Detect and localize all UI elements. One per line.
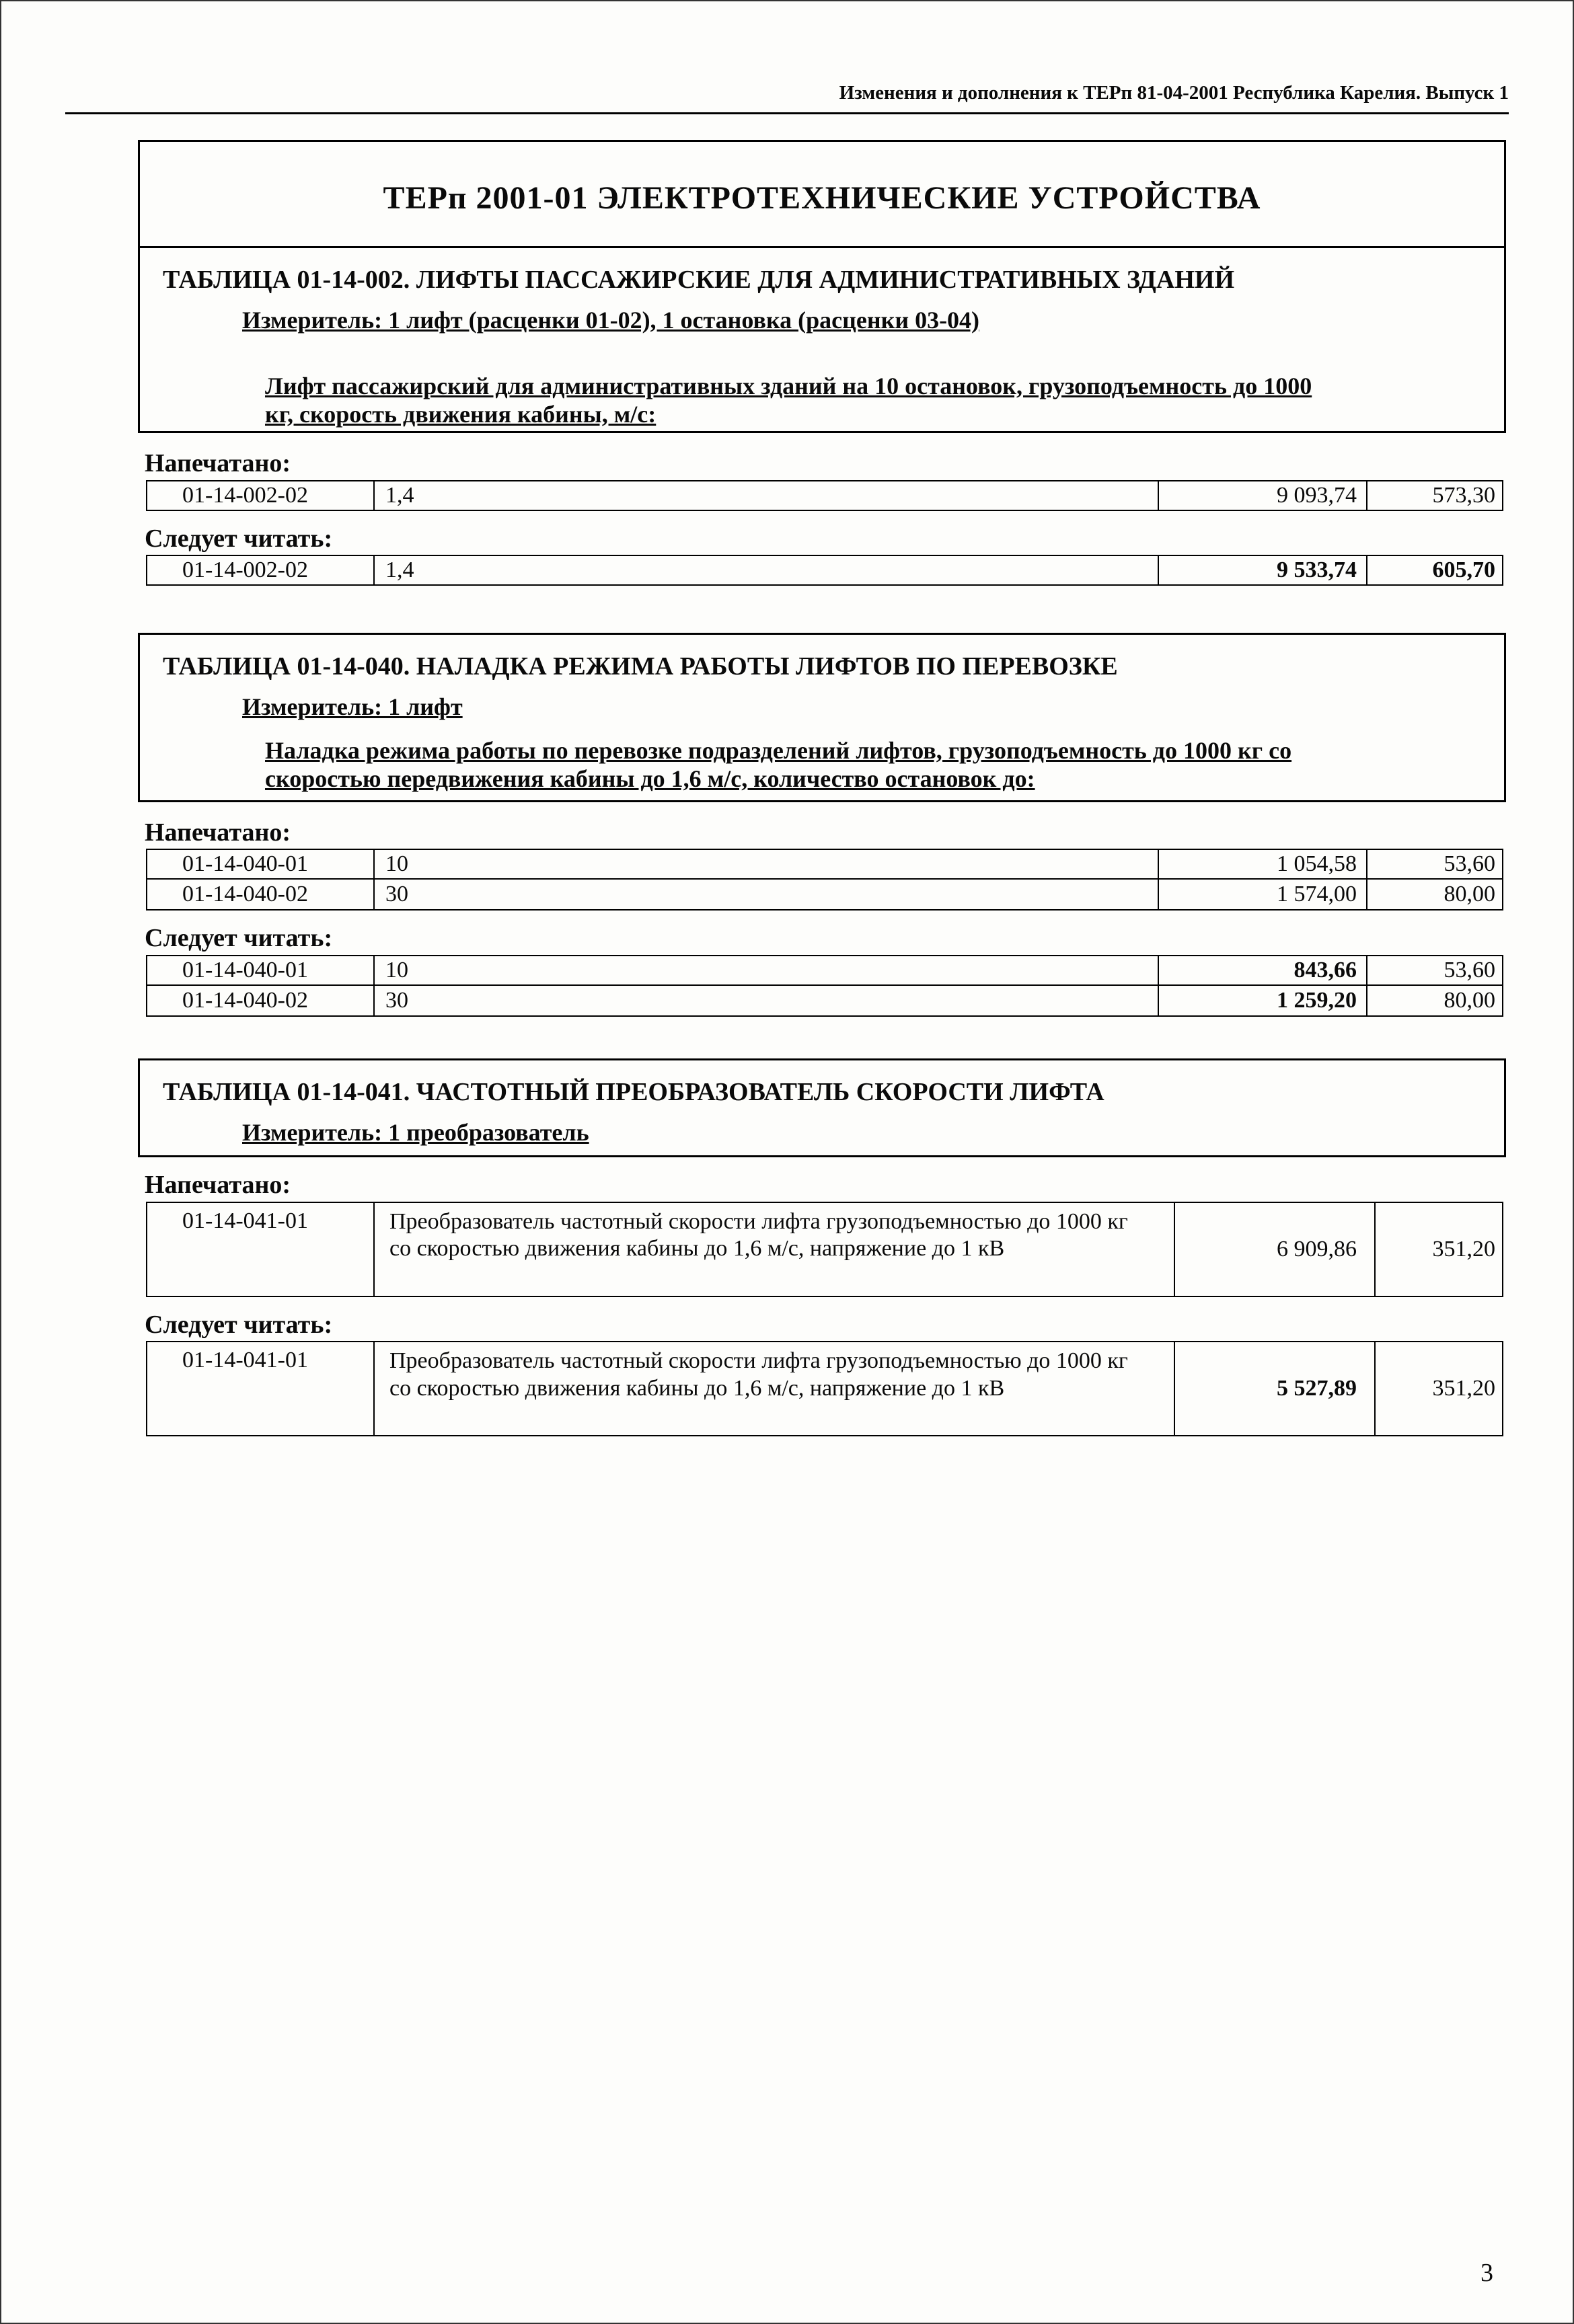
- rate-param: 10: [385, 957, 408, 982]
- page-content: [1, 1, 1573, 1436]
- rate-description: Преобразователь частотный скорости лифта грузоподъемностью до 1000 кг со скоростью движения кабины до 1,6 м/с, напряжение до 1 кВ: [375, 1342, 1175, 1435]
- rate-value-labor: 605,70: [1432, 557, 1495, 583]
- rate-row: [146, 1202, 1503, 1297]
- rate-code: 01-14-041-01: [147, 1342, 375, 1435]
- rate-row: [146, 1341, 1503, 1436]
- rate-value-direct: 1 259,20: [1158, 986, 1367, 1015]
- rate-code: 01-14-002-02: [147, 556, 375, 584]
- should-read-label: Следует читать:: [145, 524, 333, 553]
- rate-row: [146, 555, 1503, 586]
- table-040-printed-rows: [146, 849, 1503, 911]
- rate-description: Преобразователь частотный скорости лифта грузоподъемностью до 1000 кг со скоростью движения кабины до 1,6 м/с, напряжение до 1 кВ: [375, 1203, 1175, 1296]
- rate-value-direct: 6 909,86: [1175, 1203, 1376, 1296]
- table-002-corrected-rows: [146, 555, 1503, 586]
- page-header: Изменения и дополнения к ТЕРп 81-04-2001 Республика Карелия. Выпуск 1: [65, 82, 1509, 114]
- printed-label: Напечатано:: [145, 1170, 291, 1199]
- rate-value-labor: 573,30: [1432, 482, 1495, 508]
- should-read-label: Следует читать:: [145, 1310, 333, 1339]
- rate-value-direct: 1 574,00: [1158, 880, 1367, 909]
- rate-value-labor: 351,20: [1432, 1236, 1495, 1262]
- rate-value-labor: 53,60: [1444, 851, 1495, 877]
- page-number: 3: [1481, 2259, 1493, 2287]
- table-002-measure: Измеритель: 1 лифт (расценки 01-02), 1 остановка (расценки 03-04): [242, 306, 980, 334]
- rate-value-direct: 9 093,74: [1158, 481, 1367, 510]
- table-040-corrected-rows: [146, 955, 1503, 1017]
- rate-row: [146, 986, 1503, 1017]
- rate-code: 01-14-041-01: [147, 1203, 375, 1296]
- section-box-002: [138, 140, 1506, 433]
- rate-code: 01-14-040-01: [147, 850, 375, 878]
- rate-param: 30: [385, 987, 408, 1013]
- rate-value-labor: 53,60: [1444, 957, 1495, 982]
- should-read-label: Следует читать:: [145, 924, 333, 953]
- table-041-heading: ТАБЛИЦА 01-14-041. ЧАСТОТНЫЙ ПРЕОБРАЗОВАТЕЛЬ СКОРОСТИ ЛИФТА: [163, 1077, 1104, 1106]
- rate-row: [146, 955, 1503, 986]
- rate-value-labor: 80,00: [1444, 987, 1495, 1013]
- rate-param: 30: [385, 882, 408, 907]
- table-040-measure: Измеритель: 1 лифт: [242, 693, 463, 721]
- printed-label: Напечатано:: [145, 449, 291, 478]
- rate-value-direct: 5 527,89: [1175, 1342, 1376, 1435]
- rate-value-direct: 843,66: [1158, 956, 1367, 984]
- table-041-printed-rows: [146, 1202, 1503, 1297]
- section-box-041: [138, 1058, 1506, 1157]
- rate-value-direct: 1 054,58: [1158, 850, 1367, 878]
- rate-code: 01-14-002-02: [147, 481, 375, 510]
- printed-label: Напечатано:: [145, 818, 291, 847]
- table-040-description: Наладка режима работы по перевозке подразделений лифтов, грузоподъемность до 1000 кг со скоростью передвижения кабины до 1,6 м/с, количество остановок до:: [265, 737, 1292, 793]
- rate-row: [146, 880, 1503, 911]
- rate-code: 01-14-040-02: [147, 986, 375, 1015]
- section-box-040: [138, 633, 1506, 802]
- document-title: ТЕРп 2001-01 ЭЛЕКТРОТЕХНИЧЕСКИЕ УСТРОЙСТВА: [140, 142, 1504, 248]
- rate-row: [146, 480, 1503, 511]
- rate-value-labor: 80,00: [1444, 882, 1495, 907]
- rate-param: 10: [385, 851, 408, 877]
- table-002-description: Лифт пассажирский для административных зданий на 10 остановок, грузоподъемность до 1000 кг, скорость движения кабины, м/с:: [265, 372, 1312, 428]
- rate-value-direct: 9 533,74: [1158, 556, 1367, 584]
- rate-param: 1,4: [385, 482, 414, 508]
- table-041-corrected-rows: [146, 1341, 1503, 1436]
- table-002-printed-rows: [146, 480, 1503, 511]
- rate-row: [146, 849, 1503, 880]
- table-002-heading: ТАБЛИЦА 01-14-002. ЛИФТЫ ПАССАЖИРСКИЕ ДЛЯ АДМИНИСТРАТИВНЫХ ЗДАНИЙ: [163, 266, 1235, 294]
- rate-value-labor: 351,20: [1432, 1376, 1495, 1401]
- table-040-heading: ТАБЛИЦА 01-14-040. НАЛАДКА РЕЖИМА РАБОТЫ ЛИФТОВ ПО ПЕРЕВОЗКЕ: [163, 652, 1118, 681]
- rate-param: 1,4: [385, 557, 414, 583]
- table-041-measure: Измеритель: 1 преобразователь: [242, 1118, 589, 1146]
- rate-code: 01-14-040-01: [147, 956, 375, 984]
- rate-code: 01-14-040-02: [147, 880, 375, 909]
